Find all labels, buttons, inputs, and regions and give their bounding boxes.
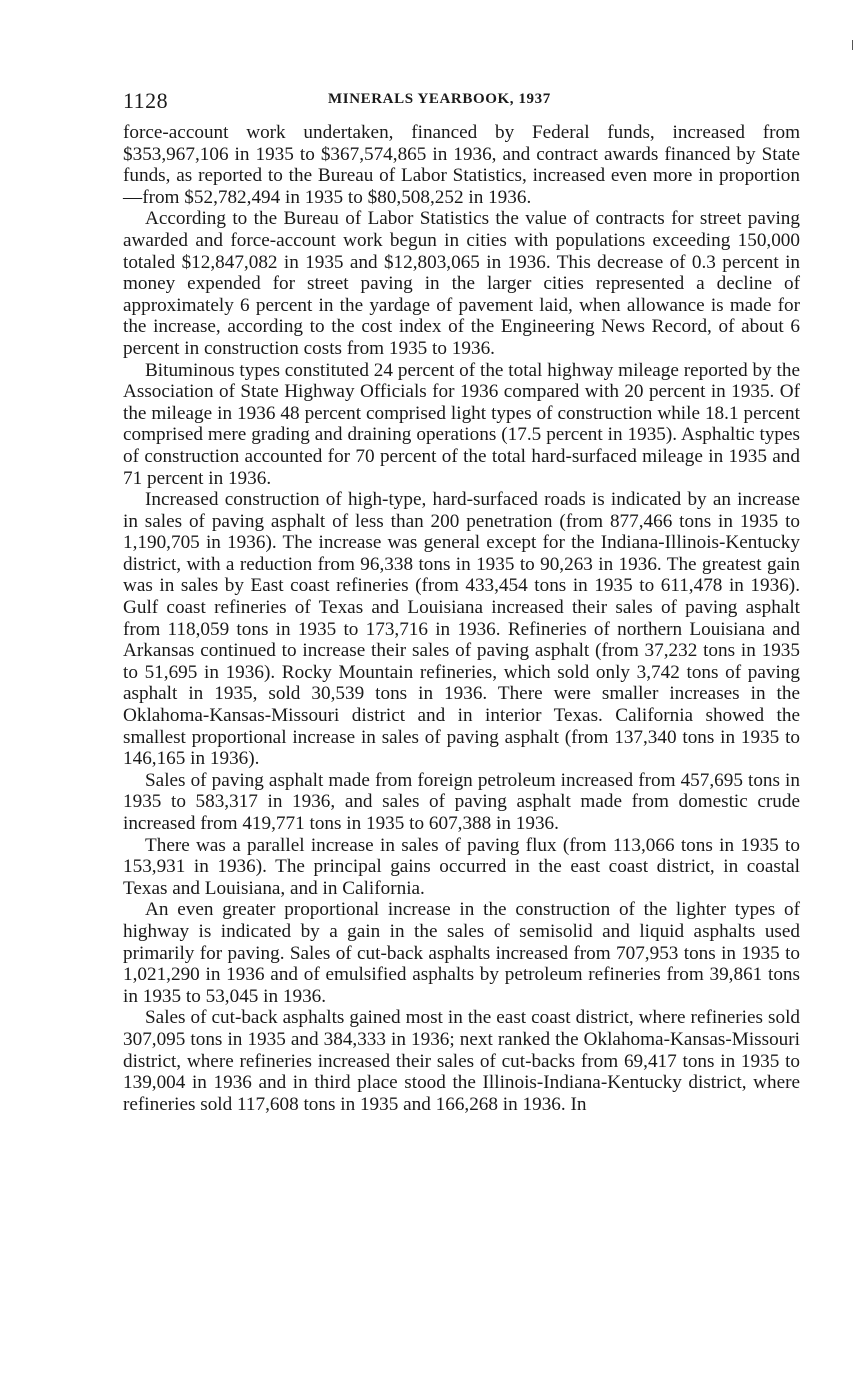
- scan-edge-mark: [852, 40, 853, 50]
- page-number: 1128: [123, 88, 169, 113]
- paragraph-lighter-types: An even greater proportional increase in the construction of the lighter types of highway is indicated by a gain in the sales of semisolid and liquid asphalts used primarily for paving. Sales of cut-back asphalts increased from 707,953 tons in 1935 to 1,021,290 in 1936 and of emulsified asphalts by petroleum refineries from 39,861 tons in 1935 to 53,045 in 1936.: [123, 899, 800, 1007]
- paragraph-cut-back-asphalts: Sales of cut-back asphalts gained most in the east coast district, where refineries sold 307,095 tons in 1935 and 384,333 in 1936; next ranked the Oklahoma-Kansas-Missouri district, where refineries increased their sales of cut-backs from 69,417 tons in 1935 to 139,004 in 1936 and in third place stood the Illinois-Indiana-Kentucky district, where refineries sold 117,608 tons in 1935 and 166,268 in 1936. In: [123, 1007, 800, 1115]
- paragraph-bituminous-types: Bituminous types constituted 24 percent of the total highway mileage reported by the Association of State Highway Officials for 1936 compared with 20 percent in 1935. Of the mileage in 1936 48 percent comprised light types of construction while 18.1 percent comprised mere grading and draining operations (17.5 percent in 1935). Asphaltic types of construction accounted for 70 percent of the total hard-surfaced mileage in 1935 and 71 percent in 1936.: [123, 359, 800, 489]
- body-text: [123, 122, 800, 1115]
- paragraph-continuation: force-account work undertaken, financed by Federal funds, increased from $353,967,106 in 1935 to $367,574,865 in 1936, and contract awards financed by State funds, as reported to the Bureau of Labor Statistics, increased even more in proportion—from $52,782,494 in 1935 to $80,508,252 in 1936.: [123, 122, 800, 208]
- paragraph-paving-flux: There was a parallel increase in sales of paving flux (from 113,066 tons in 1935 to 153,931 in 1936). The principal gains occurred in the east coast district, in coastal Texas and Louisiana, and in California.: [123, 834, 800, 899]
- running-head: [123, 88, 800, 122]
- paragraph-foreign-domestic: Sales of paving asphalt made from foreign petroleum increased from 457,695 tons in 1935 to 583,317 in 1936, and sales of paving asphalt made from domestic crude increased from 419,771 tons in 1935 to 607,388 in 1936.: [123, 769, 800, 834]
- paragraph-street-paving: According to the Bureau of Labor Statistics the value of contracts for street paving awarded and force-account work begun in cities with populations exceeding 150,000 totaled $12,847,082 in 1935 and $12,803,065 in 1936. This decrease of 0.3 percent in money expended for street paving in the larger cities represented a decline of approximately 6 percent in the yardage of pavement laid, when allowance is made for the increase, according to the cost index of the Engineering News Record, of about 6 percent in construction costs from 1935 to 1936.: [123, 208, 800, 359]
- document-page: [123, 88, 800, 1115]
- paragraph-paving-asphalt-sales: Increased construction of high-type, hard-surfaced roads is indicated by an increase in sales of paving asphalt of less than 200 penetration (from 877,466 tons in 1935 to 1,190,705 in 1936). The increase was general except for the Indiana-Illinois-Kentucky district, with a reduction from 96,338 tons in 1935 to 90,263 in 1936. The greatest gain was in sales by East coast refineries (from 433,454 tons in 1935 to 611,478 in 1936). Gulf coast refineries of Texas and Louisiana increased their sales of paving asphalt from 118,059 tons in 1935 to 173,716 in 1936. Refineries of northern Louisiana and Arkansas continued to increase their sales of paving asphalt (from 37,232 tons in 1935 to 51,695 in 1936). Rocky Mountain refineries, which sold only 3,742 tons of paving asphalt in 1935, sold 30,539 tons in 1936. There were smaller increases in the Oklahoma-Kansas-Missouri district and in interior Texas. California showed the smallest proportional increase in sales of paving asphalt (from 137,340 tons in 1935 to 146,165 in 1936).: [123, 489, 800, 770]
- running-title: MINERALS YEARBOOK, 1937: [328, 91, 551, 107]
